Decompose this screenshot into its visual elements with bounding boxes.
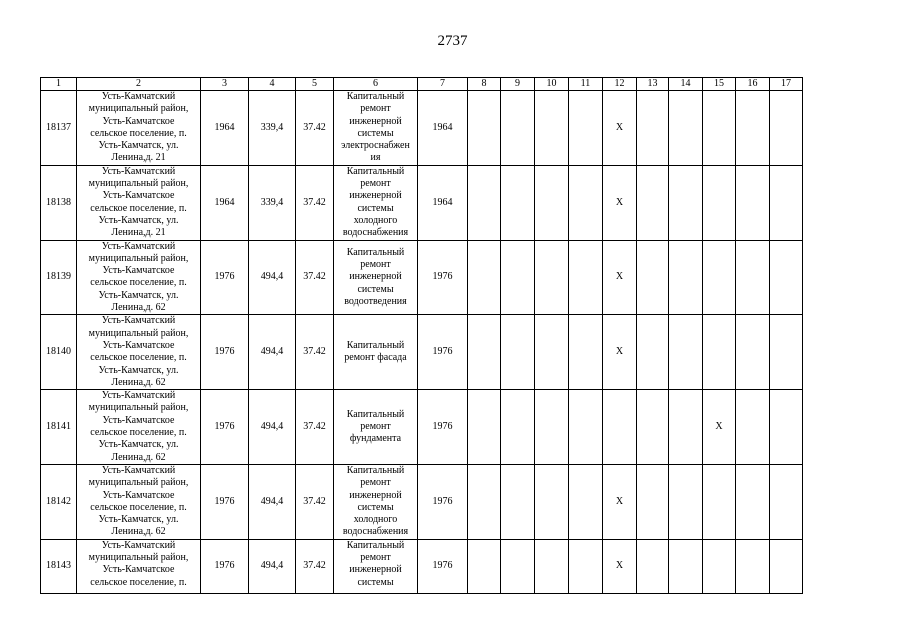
year-cell: 1976 (201, 539, 249, 593)
row-id: 18142 (41, 464, 77, 539)
table-row (41, 165, 803, 240)
table-row (41, 315, 803, 390)
col-8-cell (468, 91, 501, 166)
mark-cell: X (603, 91, 637, 166)
col-11-cell (569, 390, 603, 465)
col-9-cell (501, 539, 535, 593)
code-cell: 37.42 (296, 315, 334, 390)
work-year-cell: 1964 (418, 91, 468, 166)
mark-cell: X (603, 464, 637, 539)
mark-cell: X (603, 165, 637, 240)
col-14-cell (669, 165, 703, 240)
header-cell-14: 14 (669, 78, 703, 91)
code-cell: 37.42 (296, 240, 334, 315)
year-cell: 1976 (201, 390, 249, 465)
col-8-cell (468, 390, 501, 465)
header-cell-16: 16 (736, 78, 770, 91)
col-9-cell (501, 464, 535, 539)
header-cell-1: 1 (41, 78, 77, 91)
area-cell: 339,4 (249, 91, 296, 166)
col-14-cell (669, 539, 703, 593)
col-16-cell (736, 315, 770, 390)
col-17-cell (770, 91, 803, 166)
col-15-cell (703, 464, 736, 539)
year-cell: 1976 (201, 315, 249, 390)
year-cell: 1976 (201, 240, 249, 315)
area-cell: 494,4 (249, 539, 296, 593)
work-type-cell: Капитальный ремонт инженерной системы электроснабжен ия (334, 91, 418, 166)
area-cell: 494,4 (249, 240, 296, 315)
code-cell: 37.42 (296, 165, 334, 240)
header-cell-7: 7 (418, 78, 468, 91)
row-id: 18143 (41, 539, 77, 593)
mark-cell: X (603, 539, 637, 593)
year-cell: 1976 (201, 464, 249, 539)
col-10-cell (535, 315, 569, 390)
col-17-cell (770, 464, 803, 539)
work-year-cell: 1976 (418, 240, 468, 315)
header-cell-9: 9 (501, 78, 535, 91)
work-type-cell: Капитальный ремонт инженерной системы холодного водоснабжения (334, 464, 418, 539)
col-16-cell (736, 464, 770, 539)
table-row (41, 464, 803, 539)
col-8-cell (468, 165, 501, 240)
table-row (41, 91, 803, 166)
mark-cell: X (603, 240, 637, 315)
mark-cell: X (703, 390, 736, 465)
col-17-cell (770, 539, 803, 593)
area-cell: 339,4 (249, 165, 296, 240)
area-cell: 494,4 (249, 390, 296, 465)
col-16-cell (736, 165, 770, 240)
col-14-cell (669, 315, 703, 390)
work-year-cell: 1976 (418, 539, 468, 593)
work-year-cell: 1976 (418, 464, 468, 539)
address-cell: Усть-Камчатский муниципальный район, Усть-Камчатское сельское поселение, п. Усть-Камчатск, ул. Ленина,д. 62 (77, 240, 201, 315)
col-8-cell (468, 315, 501, 390)
col-9-cell (501, 315, 535, 390)
col-11-cell (569, 315, 603, 390)
row-id: 18141 (41, 390, 77, 465)
col-10-cell (535, 539, 569, 593)
col-11-cell (569, 539, 603, 593)
col-9-cell (501, 91, 535, 166)
col-15-cell (703, 91, 736, 166)
col-10-cell (535, 390, 569, 465)
row-id: 18139 (41, 240, 77, 315)
col-11-cell (569, 91, 603, 166)
col-13-cell (637, 165, 669, 240)
work-type-cell: Капитальный ремонт инженерной системы водоотведения (334, 240, 418, 315)
col-14-cell (669, 240, 703, 315)
page-number: 2737 (437, 33, 468, 49)
header-cell-15: 15 (703, 78, 736, 91)
col-16-cell (736, 240, 770, 315)
col-15-cell (703, 539, 736, 593)
year-cell: 1964 (201, 165, 249, 240)
address-cell: Усть-Камчатский муниципальный район, Усть-Камчатское сельское поселение, п. Усть-Камчатск, ул. Ленина,д. 62 (77, 464, 201, 539)
work-year-cell: 1976 (418, 315, 468, 390)
header-cell-17: 17 (770, 78, 803, 91)
col-17-cell (770, 315, 803, 390)
col-11-cell (569, 464, 603, 539)
col-12-cell (603, 390, 637, 465)
header-cell-4: 4 (249, 78, 296, 91)
address-cell: Усть-Камчатский муниципальный район, Усть-Камчатское сельское поселение, п. Усть-Камчатск, ул. Ленина,д. 62 (77, 315, 201, 390)
row-id: 18138 (41, 165, 77, 240)
col-15-cell (703, 165, 736, 240)
header-cell-6: 6 (334, 78, 418, 91)
col-10-cell (535, 240, 569, 315)
work-type-cell: Капитальный ремонт инженерной системы (334, 539, 418, 593)
header-cell-8: 8 (468, 78, 501, 91)
col-13-cell (637, 464, 669, 539)
col-16-cell (736, 539, 770, 593)
register-table (40, 77, 803, 594)
header-cell-12: 12 (603, 78, 637, 91)
table-row (41, 390, 803, 465)
col-13-cell (637, 315, 669, 390)
header-cell-3: 3 (201, 78, 249, 91)
header-cell-11: 11 (569, 78, 603, 91)
code-cell: 37.42 (296, 91, 334, 166)
col-15-cell (703, 315, 736, 390)
code-cell: 37.42 (296, 464, 334, 539)
address-cell: Усть-Камчатский муниципальный район, Усть-Камчатское сельское поселение, п. Усть-Камчатск, ул. Ленина,д. 21 (77, 91, 201, 166)
col-14-cell (669, 91, 703, 166)
col-16-cell (736, 390, 770, 465)
col-17-cell (770, 390, 803, 465)
area-cell: 494,4 (249, 315, 296, 390)
header-cell-5: 5 (296, 78, 334, 91)
header-row (41, 78, 803, 91)
area-cell: 494,4 (249, 464, 296, 539)
row-id: 18137 (41, 91, 77, 166)
header-cell-2: 2 (77, 78, 201, 91)
col-13-cell (637, 91, 669, 166)
col-14-cell (669, 390, 703, 465)
table-row (41, 240, 803, 315)
work-type-cell: Капитальный ремонт фундамента (334, 390, 418, 465)
address-cell: Усть-Камчатский муниципальный район, Усть-Камчатское сельское поселение, п. Усть-Камчатск, ул. Ленина,д. 21 (77, 165, 201, 240)
col-8-cell (468, 539, 501, 593)
address-cell: Усть-Камчатский муниципальный район, Усть-Камчатское сельское поселение, п. (77, 539, 201, 593)
year-cell: 1964 (201, 91, 249, 166)
col-11-cell (569, 240, 603, 315)
col-13-cell (637, 539, 669, 593)
header-cell-10: 10 (535, 78, 569, 91)
code-cell: 37.42 (296, 390, 334, 465)
work-type-cell: Капитальный ремонт инженерной системы холодного водоснабжения (334, 165, 418, 240)
address-cell: Усть-Камчатский муниципальный район, Усть-Камчатское сельское поселение, п. Усть-Камчатск, ул. Ленина,д. 62 (77, 390, 201, 465)
row-id: 18140 (41, 315, 77, 390)
work-year-cell: 1976 (418, 390, 468, 465)
col-11-cell (569, 165, 603, 240)
col-14-cell (669, 464, 703, 539)
col-10-cell (535, 165, 569, 240)
col-13-cell (637, 390, 669, 465)
mark-cell: X (603, 315, 637, 390)
col-15-cell (703, 240, 736, 315)
col-17-cell (770, 165, 803, 240)
col-9-cell (501, 240, 535, 315)
table-row (41, 539, 803, 593)
col-13-cell (637, 240, 669, 315)
col-17-cell (770, 240, 803, 315)
col-8-cell (468, 240, 501, 315)
col-10-cell (535, 464, 569, 539)
col-16-cell (736, 91, 770, 166)
code-cell: 37.42 (296, 539, 334, 593)
work-year-cell: 1964 (418, 165, 468, 240)
header-cell-13: 13 (637, 78, 669, 91)
col-8-cell (468, 464, 501, 539)
col-9-cell (501, 390, 535, 465)
work-type-cell: Капитальный ремонт фасада (334, 315, 418, 390)
col-9-cell (501, 165, 535, 240)
col-10-cell (535, 91, 569, 166)
